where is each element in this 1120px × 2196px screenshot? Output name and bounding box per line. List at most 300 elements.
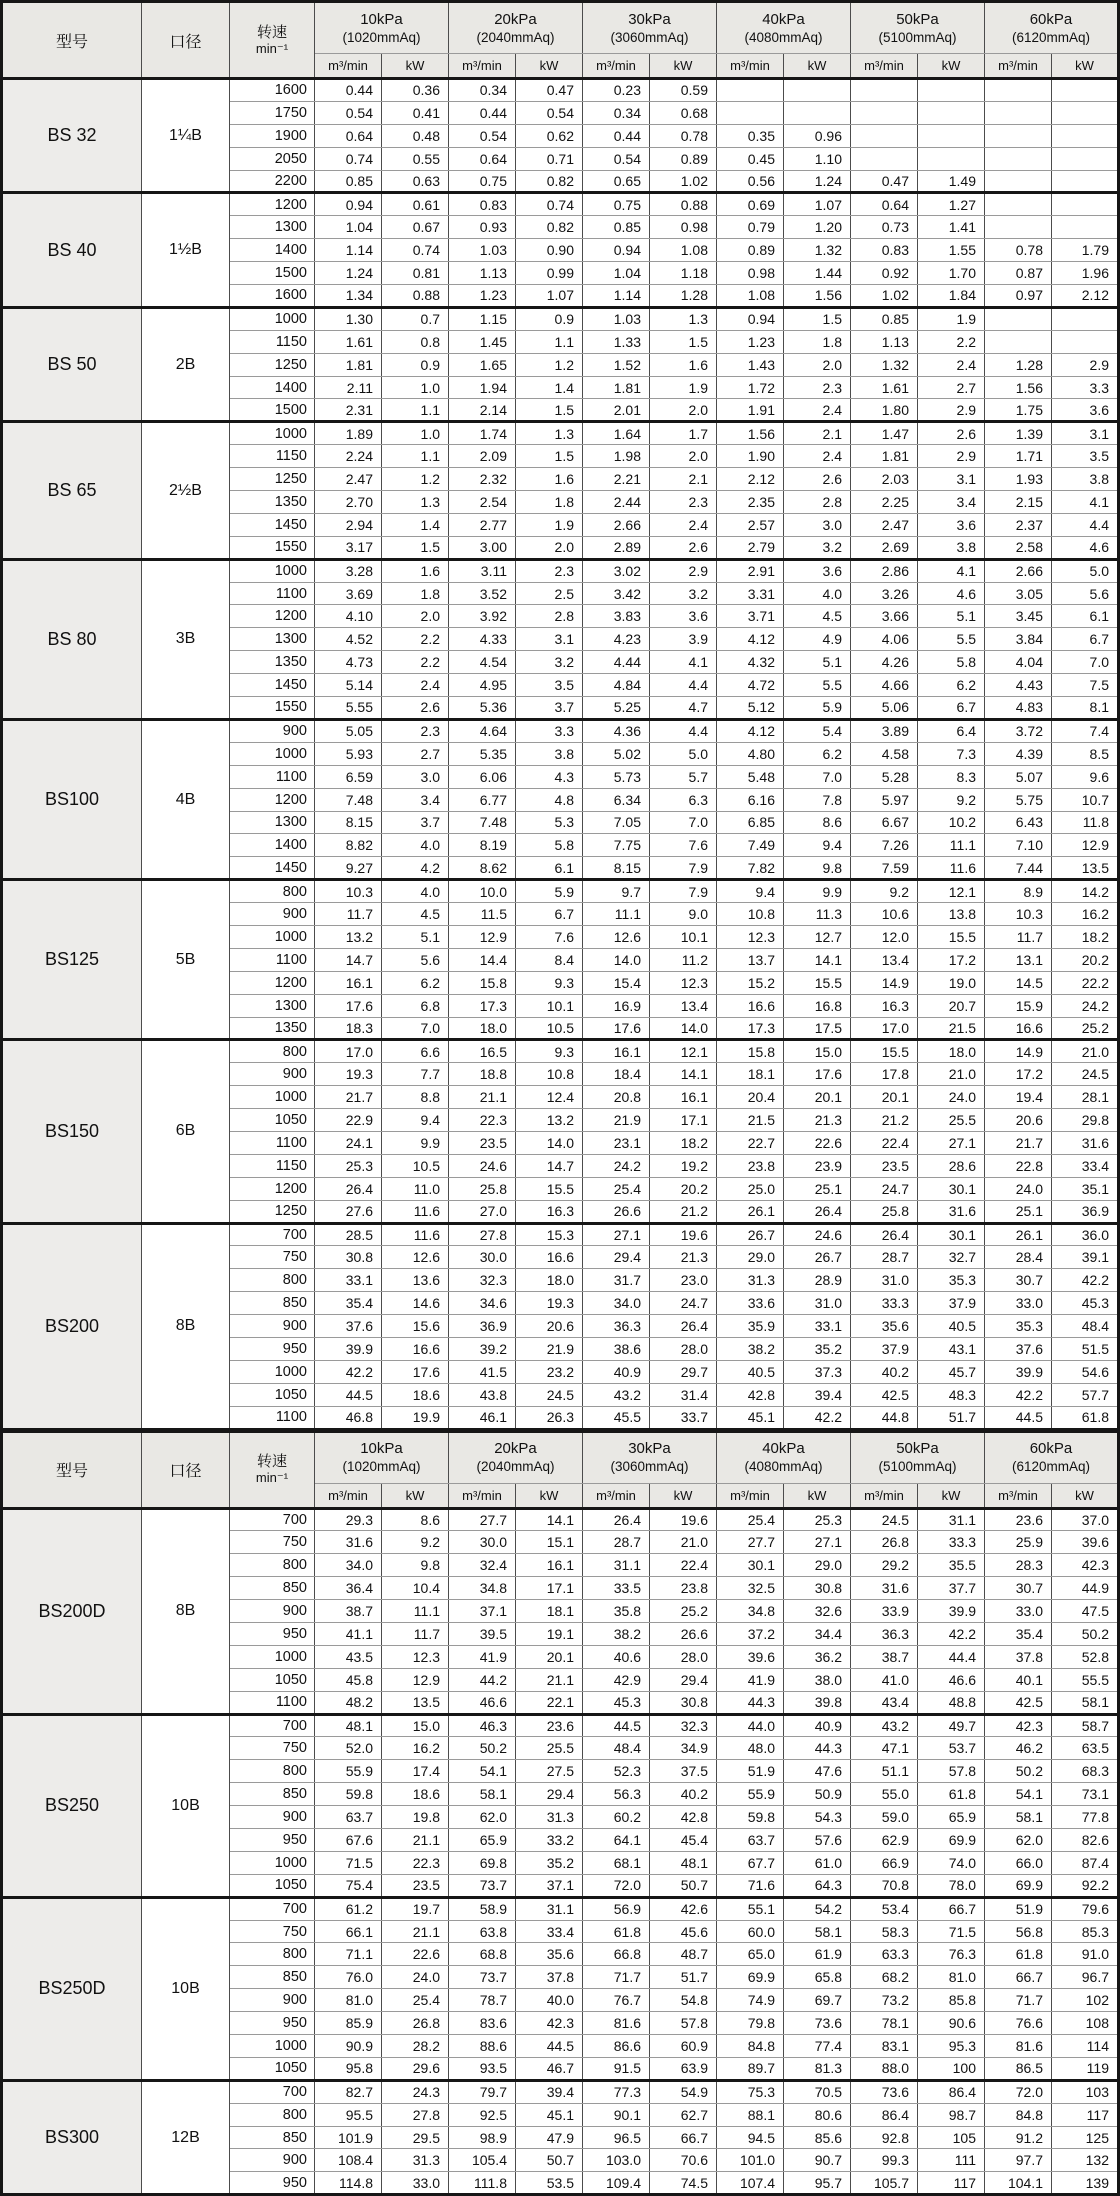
speed-cell: 1500: [230, 399, 315, 422]
flow-value-cell: 4.44: [583, 651, 650, 674]
power-value-cell: 25.1: [784, 1177, 851, 1200]
flow-value-cell: [851, 124, 918, 147]
spec-row: [2, 79, 1119, 102]
flow-value-cell: 29.2: [851, 1554, 918, 1577]
power-value-cell: 2.4: [918, 353, 985, 376]
power-value-cell: 32.7: [918, 1246, 985, 1269]
power-value-cell: 2.12: [1052, 285, 1119, 308]
power-value-cell: 2.9: [650, 559, 717, 582]
flow-value-cell: 41.9: [449, 1645, 516, 1668]
flow-value-cell: 23.6: [985, 1508, 1052, 1531]
flow-value-cell: 10.8: [717, 903, 784, 926]
power-value-cell: 50.9: [784, 1783, 851, 1806]
flow-value-cell: 25.9: [985, 1531, 1052, 1554]
power-value-cell: 24.5: [1052, 1063, 1119, 1086]
power-value-cell: 11.1: [918, 834, 985, 857]
power-value-cell: 50.7: [516, 2149, 583, 2172]
flow-value-cell: 2.12: [717, 468, 784, 491]
flow-value-cell: 2.25: [851, 491, 918, 514]
speed-cell: 700: [230, 1223, 315, 1246]
flow-value-cell: 10.3: [985, 903, 1052, 926]
power-value-cell: 7.3: [918, 742, 985, 765]
power-value-cell: 81.0: [918, 1966, 985, 1989]
power-unit-header: kW: [516, 54, 583, 79]
flow-value-cell: 66.0: [985, 1851, 1052, 1874]
power-value-cell: 7.0: [1052, 651, 1119, 674]
power-value-cell: 3.3: [1052, 376, 1119, 399]
flow-value-cell: 63.7: [315, 1806, 382, 1829]
bore-cell: 1½B: [142, 193, 230, 307]
power-value-cell: 22.3: [382, 1851, 449, 1874]
power-value-cell: 46.7: [516, 2057, 583, 2080]
flow-value-cell: 20.8: [583, 1086, 650, 1109]
pressure-mmaq-label: (5100mmAq): [878, 1459, 957, 1475]
flow-value-cell: 34.6: [449, 1292, 516, 1315]
speed-cell: 1250: [230, 353, 315, 376]
flow-value-cell: 79.7: [449, 2080, 516, 2103]
speed-cell: 1100: [230, 1691, 315, 1714]
power-value-cell: 0.74: [382, 239, 449, 262]
speed-cell: 950: [230, 2012, 315, 2035]
speed-cell: 1200: [230, 788, 315, 811]
power-value-cell: 25.5: [918, 1109, 985, 1132]
flow-value-cell: 0.65: [583, 170, 650, 193]
speed-cell: 1250: [230, 468, 315, 491]
flow-value-cell: 86.5: [985, 2057, 1052, 2080]
power-value-cell: 66.7: [918, 1897, 985, 1920]
power-value-cell: 66.7: [650, 2126, 717, 2149]
flow-value-cell: 11.1: [583, 903, 650, 926]
power-value-cell: 1.28: [650, 285, 717, 308]
power-value-cell: 69.7: [784, 1989, 851, 2012]
power-value-cell: 73.1: [1052, 1783, 1119, 1806]
flow-value-cell: 18.4: [583, 1063, 650, 1086]
flow-value-cell: 43.2: [851, 1714, 918, 1737]
flow-value-cell: 3.89: [851, 719, 918, 742]
flow-value-cell: 7.82: [717, 857, 784, 880]
power-value-cell: 3.1: [918, 468, 985, 491]
flow-value-cell: 1.33: [583, 330, 650, 353]
power-value-cell: 6.4: [918, 719, 985, 742]
flow-value-cell: 50.2: [449, 1737, 516, 1760]
power-value-cell: 6.7: [1052, 628, 1119, 651]
power-value-cell: 3.2: [784, 536, 851, 559]
power-value-cell: 100: [918, 2057, 985, 2080]
flow-value-cell: [985, 101, 1052, 124]
speed-cell: 1200: [230, 605, 315, 628]
flow-value-cell: 48.1: [315, 1714, 382, 1737]
flow-value-cell: 10.0: [449, 880, 516, 903]
power-value-cell: [1052, 307, 1119, 330]
speed-cell: 1500: [230, 262, 315, 285]
flow-value-cell: 2.91: [717, 559, 784, 582]
speed-cell: 1350: [230, 491, 315, 514]
power-value-cell: 2.0: [784, 353, 851, 376]
flow-value-cell: 103.0: [583, 2149, 650, 2172]
power-value-cell: 12.1: [918, 880, 985, 903]
power-value-cell: 12.3: [382, 1645, 449, 1668]
power-value-cell: 39.4: [516, 2080, 583, 2103]
flow-value-cell: 38.2: [717, 1337, 784, 1360]
flow-value-cell: 10.6: [851, 903, 918, 926]
power-value-cell: 1.8: [382, 582, 449, 605]
flow-value-cell: 38.2: [583, 1623, 650, 1646]
power-value-cell: 1.32: [784, 239, 851, 262]
power-value-cell: 1.1: [382, 399, 449, 422]
flow-value-cell: 47.1: [851, 1737, 918, 1760]
power-value-cell: 139: [1052, 2172, 1119, 2195]
flow-value-cell: 30.0: [449, 1531, 516, 1554]
flow-value-cell: 8.9: [985, 880, 1052, 903]
power-value-cell: 13.5: [382, 1691, 449, 1714]
flow-value-cell: 2.77: [449, 513, 516, 536]
power-value-cell: 2.8: [516, 605, 583, 628]
power-value-cell: 2.8: [784, 491, 851, 514]
power-value-cell: 54.3: [784, 1806, 851, 1829]
power-value-cell: 1.5: [382, 536, 449, 559]
pressure-mmaq-label: (1020mmAq): [342, 29, 421, 45]
flow-value-cell: 26.4: [851, 1223, 918, 1246]
power-value-cell: 90.7: [784, 2149, 851, 2172]
power-value-cell: 3.6: [1052, 399, 1119, 422]
flow-value-cell: 99.3: [851, 2149, 918, 2172]
power-value-cell: 37.3: [784, 1360, 851, 1383]
power-value-cell: 98.7: [918, 2103, 985, 2126]
power-value-cell: 45.3: [1052, 1292, 1119, 1315]
power-value-cell: 40.0: [516, 1989, 583, 2012]
speed-cell: 1050: [230, 1668, 315, 1691]
flow-value-cell: 105.7: [851, 2172, 918, 2195]
bore-cell: 12B: [142, 2080, 230, 2194]
flow-value-cell: 0.92: [851, 262, 918, 285]
flow-value-cell: 34.0: [315, 1554, 382, 1577]
flow-value-cell: 0.54: [449, 124, 516, 147]
flow-unit-header: m³/min: [717, 1483, 784, 1508]
flow-value-cell: 46.1: [449, 1406, 516, 1429]
power-value-cell: 0.81: [382, 262, 449, 285]
flow-value-cell: 13.7: [717, 948, 784, 971]
flow-value-cell: 43.5: [315, 1645, 382, 1668]
flow-value-cell: 0.78: [985, 239, 1052, 262]
speed-cell: 1050: [230, 1383, 315, 1406]
power-value-cell: 114: [1052, 2035, 1119, 2058]
flow-value-cell: 51.9: [717, 1760, 784, 1783]
flow-value-cell: 90.9: [315, 2035, 382, 2058]
power-value-cell: 2.6: [784, 468, 851, 491]
pressure-mmaq-label: (6120mmAq): [1011, 29, 1091, 45]
power-value-cell: 19.3: [516, 1292, 583, 1315]
power-value-cell: 61.0: [784, 1851, 851, 1874]
flow-value-cell: 95.8: [315, 2057, 382, 2080]
flow-value-cell: 4.73: [315, 651, 382, 674]
flow-value-cell: 3.71: [717, 605, 784, 628]
flow-value-cell: 22.3: [449, 1109, 516, 1132]
flow-value-cell: 5.28: [851, 765, 918, 788]
flow-value-cell: 12.3: [717, 925, 784, 948]
flow-value-cell: 2.79: [717, 536, 784, 559]
speed-cell: 1350: [230, 1017, 315, 1040]
flow-value-cell: 84.8: [717, 2035, 784, 2058]
speed-cell: 1100: [230, 948, 315, 971]
flow-value-cell: 76.6: [985, 2012, 1052, 2035]
blower-spec-table-section-2: [0, 1430, 1120, 2196]
flow-value-cell: 28.3: [985, 1554, 1052, 1577]
flow-value-cell: 1.90: [717, 445, 784, 468]
power-value-cell: 95.7: [784, 2172, 851, 2195]
power-value-cell: 13.4: [650, 994, 717, 1017]
flow-value-cell: 45.1: [717, 1406, 784, 1429]
header-row-main: [2, 1431, 1119, 1483]
flow-value-cell: 88.0: [851, 2057, 918, 2080]
model-cell: BS 65: [2, 422, 142, 559]
power-value-cell: 42.2: [1052, 1269, 1119, 1292]
power-value-cell: 34.9: [650, 1737, 717, 1760]
power-value-cell: 11.6: [382, 1223, 449, 1246]
speed-cell: 1000: [230, 559, 315, 582]
power-value-cell: [784, 79, 851, 102]
flow-value-cell: 4.43: [985, 674, 1052, 697]
speed-cell: 1900: [230, 124, 315, 147]
power-value-cell: 61.8: [918, 1783, 985, 1806]
flow-value-cell: 89.7: [717, 2057, 784, 2080]
model-cell: BS250: [2, 1714, 142, 1897]
flow-value-cell: 17.2: [985, 1063, 1052, 1086]
power-value-cell: 44.3: [784, 1737, 851, 1760]
speed-cell: 1200: [230, 1177, 315, 1200]
flow-value-cell: 0.87: [985, 262, 1052, 285]
flow-value-cell: 24.6: [449, 1154, 516, 1177]
flow-value-cell: 24.0: [985, 1177, 1052, 1200]
speed-cell: 800: [230, 1760, 315, 1783]
flow-value-cell: 24.5: [851, 1508, 918, 1531]
flow-value-cell: 27.6: [315, 1200, 382, 1223]
flow-value-cell: 1.04: [583, 262, 650, 285]
spec-row: [2, 1223, 1119, 1246]
power-value-cell: 1.10: [784, 147, 851, 170]
power-value-cell: 18.2: [1052, 925, 1119, 948]
power-value-cell: 14.1: [516, 1508, 583, 1531]
power-value-cell: 1.6: [516, 468, 583, 491]
flow-value-cell: 16.1: [583, 1040, 650, 1063]
power-value-cell: 0.88: [650, 193, 717, 216]
power-unit-header: kW: [784, 1483, 851, 1508]
power-value-cell: 87.4: [1052, 1851, 1119, 1874]
power-value-cell: 13.5: [1052, 857, 1119, 880]
power-value-cell: 17.2: [918, 948, 985, 971]
flow-value-cell: 1.14: [315, 239, 382, 262]
power-value-cell: 53.5: [516, 2172, 583, 2195]
power-value-cell: 1.02: [650, 170, 717, 193]
power-value-cell: 7.0: [382, 1017, 449, 1040]
flow-value-cell: 25.4: [583, 1177, 650, 1200]
flow-value-cell: 2.69: [851, 536, 918, 559]
flow-value-cell: 31.0: [851, 1269, 918, 1292]
flow-value-cell: 8.15: [583, 857, 650, 880]
flow-value-cell: 72.0: [985, 2080, 1052, 2103]
power-unit-header: kW: [1052, 54, 1119, 79]
flow-value-cell: 1.30: [315, 307, 382, 330]
flow-value-cell: 0.93: [449, 216, 516, 239]
flow-value-cell: 7.05: [583, 811, 650, 834]
power-value-cell: 58.1: [1052, 1691, 1119, 1714]
flow-value-cell: 98.9: [449, 2126, 516, 2149]
speed-cell: 1150: [230, 330, 315, 353]
flow-value-cell: 1.08: [717, 285, 784, 308]
flow-value-cell: 55.0: [851, 1783, 918, 1806]
power-value-cell: 15.5: [784, 971, 851, 994]
flow-value-cell: 3.72: [985, 719, 1052, 742]
power-value-cell: 0.88: [382, 285, 449, 308]
flow-value-cell: 2.94: [315, 513, 382, 536]
power-value-cell: 45.1: [516, 2103, 583, 2126]
flow-value-cell: 4.54: [449, 651, 516, 674]
power-value-cell: 6.3: [650, 788, 717, 811]
flow-value-cell: 39.2: [449, 1337, 516, 1360]
flow-value-cell: 78.1: [851, 2012, 918, 2035]
power-value-cell: 37.5: [650, 1760, 717, 1783]
flow-value-cell: 0.94: [583, 239, 650, 262]
power-value-cell: 1.5: [516, 399, 583, 422]
bore-cell: 3B: [142, 559, 230, 719]
flow-value-cell: 1.93: [985, 468, 1052, 491]
power-value-cell: 26.3: [516, 1406, 583, 1429]
power-value-cell: 37.8: [516, 1966, 583, 1989]
flow-value-cell: 18.3: [315, 1017, 382, 1040]
speed-cell: 1300: [230, 994, 315, 1017]
flow-value-cell: 68.1: [583, 1851, 650, 1874]
power-value-cell: 4.2: [382, 857, 449, 880]
power-value-cell: 35.1: [1052, 1177, 1119, 1200]
power-value-cell: 21.0: [650, 1531, 717, 1554]
power-value-cell: 28.9: [784, 1269, 851, 1292]
speed-cell: 1400: [230, 834, 315, 857]
power-value-cell: 1.56: [784, 285, 851, 308]
power-value-cell: 24.5: [516, 1383, 583, 1406]
flow-value-cell: 2.57: [717, 513, 784, 536]
pressure-mmaq-label: (2040mmAq): [476, 1459, 555, 1475]
pressure-kpa-label: 20kPa: [494, 10, 537, 28]
pressure-mmaq-label: (1020mmAq): [342, 1459, 421, 1475]
power-value-cell: 5.5: [918, 628, 985, 651]
flow-value-cell: 31.1: [583, 1554, 650, 1577]
flow-value-cell: 70.8: [851, 1874, 918, 1897]
flow-value-cell: 21.2: [851, 1109, 918, 1132]
flow-value-cell: 5.14: [315, 674, 382, 697]
power-value-cell: 0.78: [650, 124, 717, 147]
flow-value-cell: 28.7: [851, 1246, 918, 1269]
power-value-cell: 16.1: [650, 1086, 717, 1109]
power-value-cell: 0.74: [516, 193, 583, 216]
flow-value-cell: 2.35: [717, 491, 784, 514]
flow-value-cell: 30.1: [717, 1554, 784, 1577]
power-value-cell: 36.0: [1052, 1223, 1119, 1246]
flow-value-cell: 92.5: [449, 2103, 516, 2126]
flow-value-cell: [985, 307, 1052, 330]
pressure-kpa-label: 40kPa: [762, 1440, 805, 1458]
flow-value-cell: 4.04: [985, 651, 1052, 674]
flow-value-cell: 58.1: [449, 1783, 516, 1806]
power-unit-header: kW: [382, 54, 449, 79]
power-value-cell: 20.6: [516, 1315, 583, 1338]
flow-value-cell: 92.8: [851, 2126, 918, 2149]
pressure-kpa-label: 10kPa: [360, 10, 403, 28]
flow-value-cell: 1.45: [449, 330, 516, 353]
flow-value-cell: 1.34: [315, 285, 382, 308]
power-value-cell: 86.4: [918, 2080, 985, 2103]
power-value-cell: 19.0: [918, 971, 985, 994]
flow-value-cell: 7.26: [851, 834, 918, 857]
power-value-cell: 50.2: [1052, 1623, 1119, 1646]
pressure-kpa-label: 40kPa: [762, 10, 805, 28]
flow-value-cell: 38.7: [851, 1645, 918, 1668]
flow-value-cell: 1.24: [315, 262, 382, 285]
speed-cell: 1450: [230, 674, 315, 697]
power-value-cell: 31.3: [382, 2149, 449, 2172]
model-cell: BS200: [2, 1223, 142, 1429]
flow-value-cell: 1.91: [717, 399, 784, 422]
power-value-cell: 6.2: [784, 742, 851, 765]
speed-cell: 1550: [230, 697, 315, 720]
flow-value-cell: 1.80: [851, 399, 918, 422]
pressure-kpa-label: 60kPa: [1029, 10, 1073, 28]
flow-value-cell: 44.5: [583, 1714, 650, 1737]
power-value-cell: 32.6: [784, 1600, 851, 1623]
flow-value-cell: 21.9: [583, 1109, 650, 1132]
flow-value-cell: 1.56: [717, 422, 784, 445]
power-value-cell: 5.0: [1052, 559, 1119, 582]
power-value-cell: 21.9: [516, 1337, 583, 1360]
flow-value-cell: 17.3: [449, 994, 516, 1017]
power-value-cell: 3.6: [918, 513, 985, 536]
flow-value-cell: 1.61: [315, 330, 382, 353]
flow-value-cell: 16.6: [985, 1017, 1052, 1040]
power-value-cell: 24.7: [650, 1292, 717, 1315]
power-value-cell: 25.2: [650, 1600, 717, 1623]
flow-value-cell: 26.1: [985, 1223, 1052, 1246]
speed-cell: 1300: [230, 811, 315, 834]
power-value-cell: [1052, 193, 1119, 216]
flow-value-cell: 15.8: [449, 971, 516, 994]
flow-value-cell: 23.8: [717, 1154, 784, 1177]
power-value-cell: 5.6: [1052, 582, 1119, 605]
flow-value-cell: [717, 101, 784, 124]
power-value-cell: 17.6: [382, 1360, 449, 1383]
speed-cell: 1150: [230, 1154, 315, 1177]
power-value-cell: 4.3: [516, 765, 583, 788]
flow-value-cell: 44.2: [449, 1668, 516, 1691]
power-value-cell: 18.1: [516, 1600, 583, 1623]
flow-value-cell: [851, 147, 918, 170]
pressure-mmaq-label: (3060mmAq): [610, 1459, 689, 1475]
flow-value-cell: 90.1: [583, 2103, 650, 2126]
flow-value-cell: 71.1: [315, 1943, 382, 1966]
flow-value-cell: 53.4: [851, 1897, 918, 1920]
power-value-cell: 23.0: [650, 1269, 717, 1292]
flow-value-cell: 31.6: [315, 1531, 382, 1554]
power-value-cell: 51.7: [918, 1406, 985, 1429]
flow-value-cell: 4.23: [583, 628, 650, 651]
flow-value-cell: 0.64: [851, 193, 918, 216]
flow-value-cell: 41.5: [449, 1360, 516, 1383]
flow-value-cell: 82.7: [315, 2080, 382, 2103]
flow-value-cell: 28.5: [315, 1223, 382, 1246]
power-value-cell: 49.7: [918, 1714, 985, 1737]
power-value-cell: 11.3: [784, 903, 851, 926]
flow-value-cell: 1.13: [851, 330, 918, 353]
power-value-cell: 3.5: [516, 674, 583, 697]
power-value-cell: 4.6: [918, 582, 985, 605]
power-value-cell: 70.6: [650, 2149, 717, 2172]
